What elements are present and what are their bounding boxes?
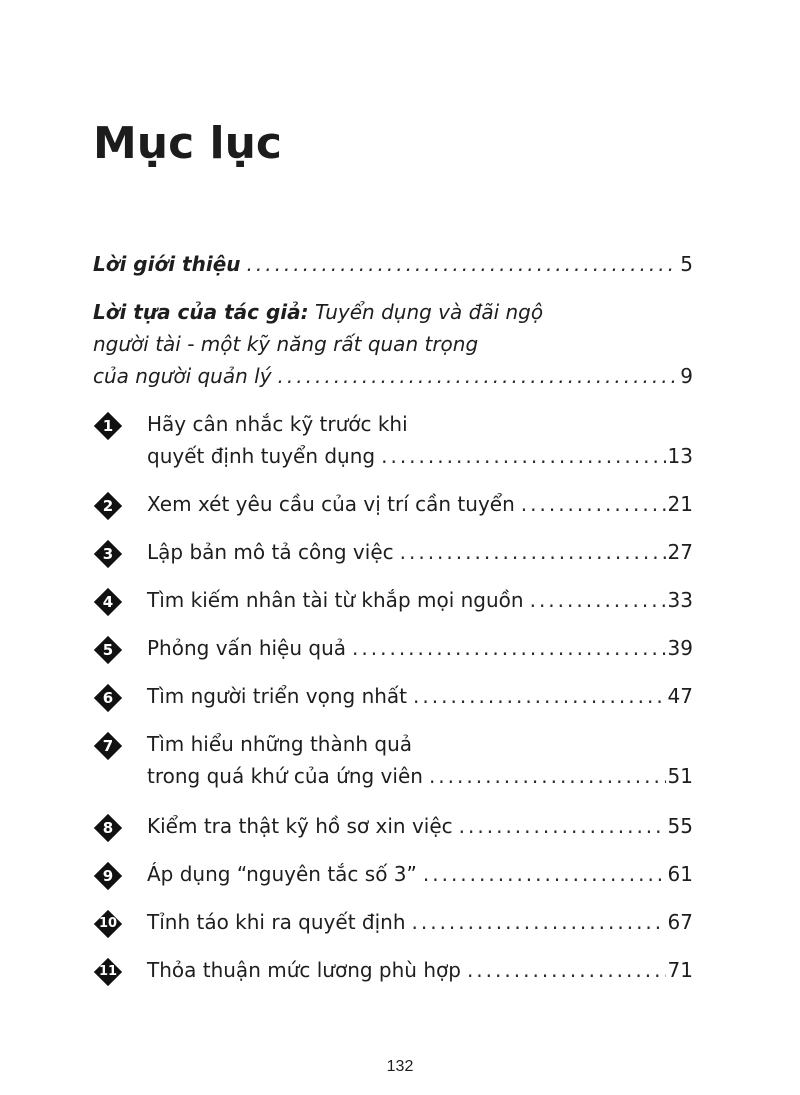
entry-page: 51 bbox=[667, 764, 693, 788]
leader-dots bbox=[412, 906, 666, 938]
entry-label-bold: Lời tựa của tác giả: bbox=[93, 300, 309, 324]
toc-entry-preface[interactable] bbox=[93, 296, 693, 392]
leader-dots bbox=[352, 632, 666, 664]
leader-dots bbox=[521, 488, 666, 520]
entry-page: 71 bbox=[667, 958, 693, 982]
entry-page: 33 bbox=[667, 588, 693, 612]
entry-page: 67 bbox=[667, 910, 693, 934]
diamond-number-icon: 6 bbox=[93, 683, 123, 713]
diamond-number-icon: 1 bbox=[93, 411, 123, 441]
diamond-number-icon: 9 bbox=[93, 861, 123, 891]
diamond-number-icon: 3 bbox=[93, 539, 123, 569]
leader-dots bbox=[400, 536, 666, 568]
toc-entry-chapter-5[interactable] bbox=[93, 632, 693, 664]
leader-dots bbox=[459, 810, 666, 842]
entry-page: 39 bbox=[667, 636, 693, 660]
entry-page: 27 bbox=[667, 540, 693, 564]
entry-label-rest: Tuyển dụng và đãi ngộ bbox=[308, 300, 544, 324]
leader-dots bbox=[530, 584, 666, 616]
entry-page: 61 bbox=[667, 862, 693, 886]
diamond-number-icon: 10 bbox=[93, 909, 123, 939]
toc-entry-chapter-2[interactable] bbox=[93, 488, 693, 520]
entry-label: Tìm người triển vọng nhất bbox=[147, 684, 408, 708]
toc-entry-chapter-10[interactable] bbox=[93, 906, 693, 938]
toc-entry-chapter-7[interactable] bbox=[93, 728, 693, 792]
diamond-number-icon: 7 bbox=[93, 731, 123, 761]
entry-label: Tìm kiếm nhân tài từ khắp mọi nguồn bbox=[147, 588, 524, 612]
entry-label-line2: quyết định tuyển dụng bbox=[147, 444, 376, 468]
diamond-number-icon: 8 bbox=[93, 813, 123, 843]
toc-entry-chapter-9[interactable] bbox=[93, 858, 693, 890]
entry-label: Tìm hiểu những thành quả bbox=[147, 732, 413, 756]
toc-entry-chapter-1[interactable] bbox=[93, 408, 693, 472]
entry-page: 21 bbox=[667, 492, 693, 516]
toc-entry-chapter-6[interactable] bbox=[93, 680, 693, 712]
entry-label: Thỏa thuận mức lương phù hợp bbox=[147, 958, 461, 982]
leader-dots bbox=[278, 360, 679, 392]
entry-label: Tỉnh táo khi ra quyết định bbox=[147, 910, 406, 934]
leader-dots bbox=[413, 680, 666, 712]
page-title: Mục lục bbox=[93, 118, 282, 169]
diamond-number-icon: 5 bbox=[93, 635, 123, 665]
leader-dots bbox=[467, 954, 666, 986]
toc-entry-chapter-3[interactable] bbox=[93, 536, 693, 568]
page-number: 132 bbox=[386, 1058, 414, 1075]
diamond-number-icon: 2 bbox=[93, 491, 123, 521]
entry-label-line3: của người quản lý bbox=[93, 364, 272, 388]
leader-dots bbox=[423, 858, 666, 890]
diamond-number-icon: 4 bbox=[93, 587, 123, 617]
diamond-number-icon: 11 bbox=[93, 957, 123, 987]
entry-page: 5 bbox=[680, 252, 693, 276]
entry-label: Phỏng vấn hiệu quả bbox=[147, 636, 347, 660]
entry-page: 55 bbox=[667, 814, 693, 838]
entry-page: 47 bbox=[667, 684, 693, 708]
entry-page: 9 bbox=[680, 364, 693, 388]
leader-dots bbox=[247, 248, 679, 280]
leader-dots bbox=[381, 440, 665, 472]
entry-label: Kiểm tra thật kỹ hồ sơ xin việc bbox=[147, 814, 453, 838]
entry-label: Xem xét yêu cầu của vị trí cần tuyển bbox=[147, 492, 515, 516]
toc-entry-chapter-8[interactable] bbox=[93, 810, 693, 842]
entry-label: Lập bản mô tả công việc bbox=[147, 540, 394, 564]
entry-label-line2: người tài - một kỹ năng rất quan trọng bbox=[93, 332, 479, 356]
toc-entry-chapter-11[interactable] bbox=[93, 954, 693, 986]
entry-label: Lời giới thiệu bbox=[93, 252, 241, 276]
toc-entry-intro[interactable] bbox=[93, 248, 693, 280]
leader-dots bbox=[429, 760, 666, 792]
entry-page: 13 bbox=[667, 444, 693, 468]
toc-entry-chapter-4[interactable] bbox=[93, 584, 693, 616]
entry-label: Hãy cân nhắc kỹ trước khi bbox=[147, 412, 408, 436]
entry-label: Áp dụng “nguyên tắc số 3” bbox=[147, 862, 417, 886]
entry-label-line2: trong quá khứ của ứng viên bbox=[147, 764, 423, 788]
